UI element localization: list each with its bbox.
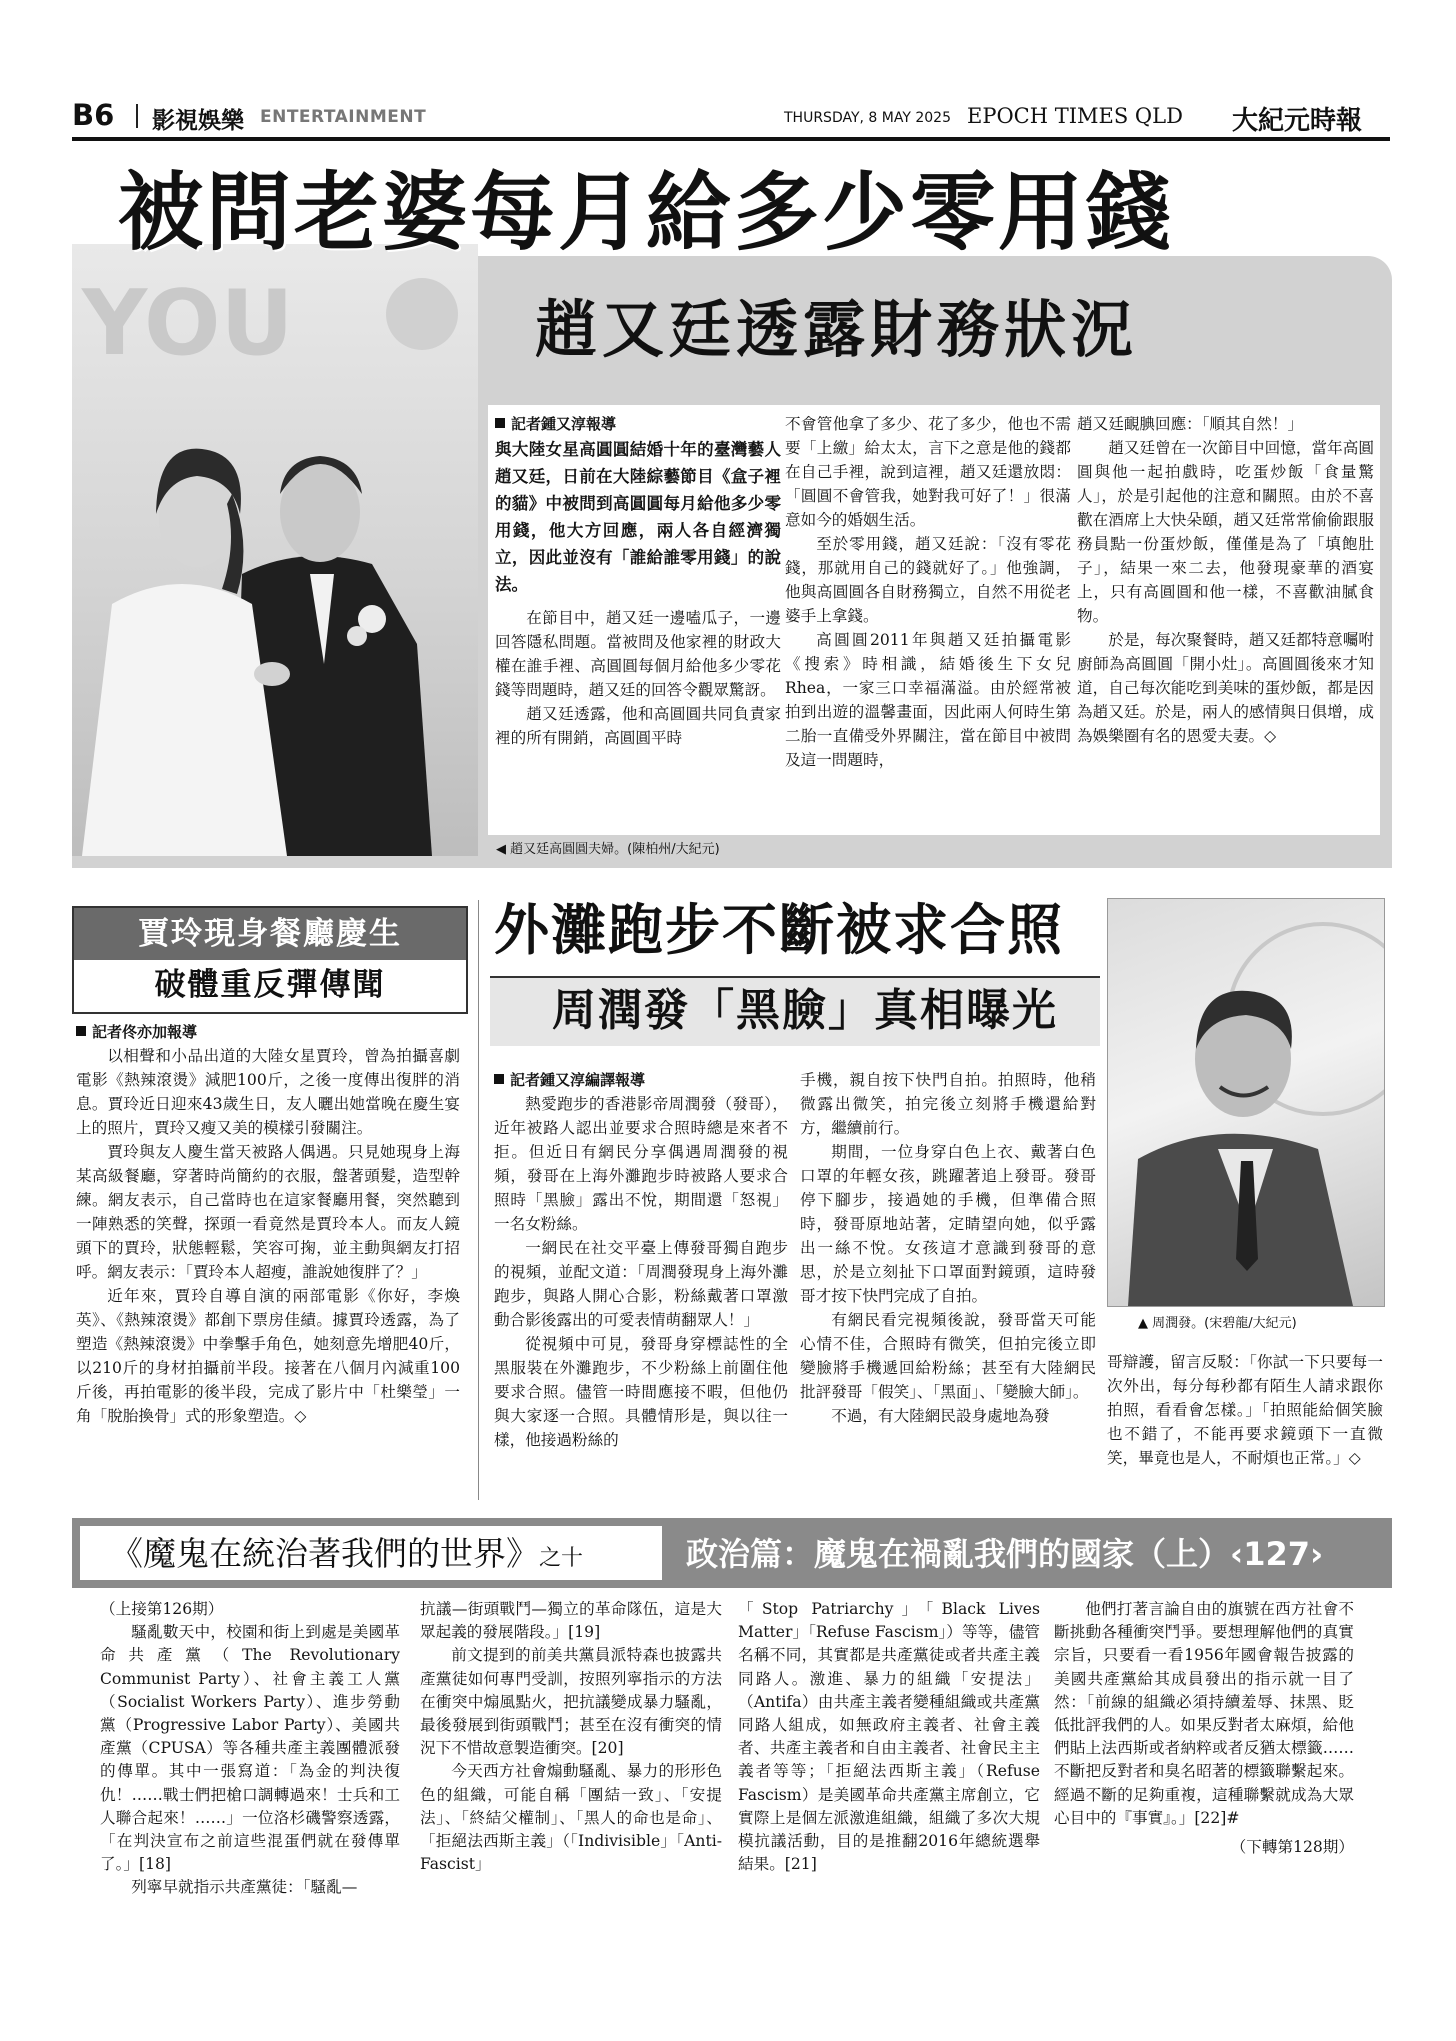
story3-column-3 — [1107, 1350, 1383, 1470]
story3-paragraph: 哥辯護，留言反駁：「你試一下只要每一次外出，每分每秒都有陌生人請求跟你拍照，看看會怎樣。」「拍照能給個笑臉也不錯了，不能再要求鏡頭下一直微笑，畢竟也是人，不耐煩也正常。」◇ — [1107, 1353, 1383, 1467]
story3-column-1 — [494, 1068, 788, 1452]
story3-subhead: 周潤發「黑臉」真相曝光 — [552, 985, 1058, 1036]
issue-date: THURSDAY, 8 MAY 2025 — [784, 110, 951, 126]
story2-headline: 賈玲現身餐廳慶生 — [74, 908, 466, 960]
series-column-2 — [420, 1598, 722, 1876]
series-paragraph: 「Stop Patriarchy」「Black Lives Matter」「Refuse Fascism」）等等，儘管名稱不同，其實都是共產黨徒或者共產主義同路人。激進、暴力的組織「安提法」（Antifa）由共產主義者變種組織或共產黨同路人組成，如無政府主義者、社會主義者、共產主義者和自由主義者、社會民主主義者等等；「拒絕法西斯主義」（Refuse Fascism）是美國革命共產黨主席創立，它實際上是個左派激進組織，組織了多次大規模抗議活動，目的是推翻2016年總統選舉結果。[21] — [738, 1600, 1040, 1874]
series-title — [110, 1530, 670, 1583]
story3-paragraph: 期間，一位身穿白色上衣、戴著白色口罩的年輕女孩，跳躍著追上發哥。發哥停下腳步，接過她的手機，但準備合照時，發哥原地站著，定睛望向她，似乎露出一絲不悅。女孩這才意識到發哥的意思，於是立刻扯下口罩面對鏡頭，這時發哥才按下快門完成了自拍。 — [800, 1143, 1096, 1305]
story1-column-1 — [495, 412, 781, 750]
story1-column-3 — [1077, 412, 1374, 748]
series-paragraph: 前文提到的前美共黨員派特森也披露共產黨徒如何專門受訓，按照列寧指示的方法在衝突中煽風點火，把抗議變成暴力騷亂，最後發展到街頭戰鬥；甚至在沒有衝突的情況下不惜故意製造衝突。[20] — [420, 1646, 722, 1758]
series-continued-from: （上接第126期） — [100, 1600, 224, 1618]
story1-paragraph: 在節目中，趙又廷一邊嗑瓜子，一邊回答隱私問題。當被問及他家裡的財政大權在誰手裡、高圓圓每個月給他多少零花錢等問題時，趙又廷的回答令觀眾驚訝。 — [495, 609, 781, 699]
photo-backdrop-text: YOU — [82, 271, 294, 376]
story3-headline: 外灘跑步不斷被求合照 — [494, 898, 1065, 962]
bullet-square-icon — [495, 418, 505, 428]
series-title-text: 《魔鬼在統治著我們的世界》 — [110, 1534, 539, 1573]
story1-paragraph: 於是，每次聚餐時，趙又廷都特意囑咐廚師為高圓圓「開小灶」。高圓圓後來才知道，自己每次能吃到美味的蛋炒飯，都是因為趙又廷。於是，兩人的感情與日俱增，成為娛樂圈有名的恩愛夫妻。◇ — [1077, 631, 1374, 745]
story2-column — [76, 1020, 460, 1428]
series-title-suffix: 之十 — [539, 1546, 584, 1571]
story1-subhead: 趙又廷透露財務狀況 — [535, 293, 1139, 366]
story1-paragraph: 趙又廷靦腆回應：「順其自然！」 — [1077, 415, 1304, 433]
series-paragraph: 今天西方社會煽動騷亂、暴力的形形色色的組織，可能自稱「團結一致」、「安提法」、「終結父權制」、「黑人的命也是命」、「拒絕法西斯主義」（「Indivisible」「Anti-Fascist」 — [420, 1762, 722, 1874]
paper-name-en: EPOCH TIMES QLD — [967, 104, 1183, 128]
story3-column-2 — [800, 1068, 1096, 1428]
story1-paragraph: 至於零用錢，趙又廷說：「沒有零花錢，那就用自己的錢就好了。」他強調，他與高圓圓各自財務獨立，自然不用從老婆手上拿錢。 — [785, 535, 1071, 625]
story2-paragraph: 賈玲與友人慶生當天被路人偶遇。只見她現身上海某高級餐廳，穿著時尚簡約的衣服，盤著頭髮，造型幹練。網友表示，自己當時也在這家餐廳用餐，突然聽到一陣熟悉的笑聲，探頭一看竟然是賈玲本人。而友人鏡頭下的賈玲，狀態輕鬆，笑容可掬，並主動與網友打招呼。網友表示：「賈玲本人超瘦，誰說她復胖了？」 — [76, 1143, 460, 1281]
story2-paragraph: 近年來，賈玲自導自演的兩部電影《你好，李煥英》、《熱辣滾燙》都創下票房佳績。據賈玲透露，為了塑造《熱辣滾燙》中拳擊手角色，她刻意先增肥40斤，以210斤的身材拍攝前半段。接著在八個月內減重100斤後，再拍電影的後半段，完成了影片中「杜樂瑩」一角「脫胎換骨」式的形象塑造。◇ — [76, 1287, 460, 1425]
story3-paragraph: 熱愛跑步的香港影帝周潤發（發哥），近年被路人認出並要求合照時總是來者不拒。但近日有網民分享偶遇周潤發的視頻，發哥在上海外灘跑步時被路人要求合照時「黑臉」露出不悅，期間還「怒視」一名女粉絲。 — [494, 1095, 788, 1233]
story1-byline: 記者鍾又淳報導 — [511, 415, 617, 433]
story3-photo-caption: ▲ 周潤發。(宋碧龍/大紀元) — [1138, 1316, 1297, 1331]
series-column-3 — [738, 1598, 1040, 1876]
page-number: B6 — [72, 98, 115, 132]
header-rule — [72, 137, 1390, 141]
story2-paragraph: 以相聲和小品出道的大陸女星賈玲，曾為拍攝喜劇電影《熱辣滾燙》減肥100斤，之後一度傳出復胖的消息。賈玲近日迎來43歲生日，友人曬出她當晚在慶生宴上的照片，賈玲又瘦又美的模樣引發關注。 — [76, 1047, 460, 1137]
series-paragraph: 他們打著言論自由的旗號在西方社會不斷挑動各種衝突鬥爭。要想理解他們的真實宗旨，只要看一看1956年國會報告披露的美國共產黨給其成員發出的指示就一目了然：「前線的組織必須持續羞辱、抹黑、貶低批評我們的人。如果反對者太麻煩，給他們貼上法西斯或者納粹或者反猶太標籤……不斷把反對者和臭名昭著的標籤聯繫起來。經過不斷的足夠重複，這種聯繫就成為大眾心目中的『事實』。」[22]# — [1054, 1600, 1354, 1827]
column-divider — [478, 900, 479, 1500]
story3-paragraph: 從視頻中可見，發哥身穿標誌性的全黑服裝在外灘跑步，不少粉絲上前圍住他要求合照。儘管一時間應接不暇，但他仍與大家逐一合照。具體情形是，與以往一樣，他接過粉絲的 — [494, 1335, 788, 1449]
chow-yun-fat-photo — [1107, 898, 1385, 1307]
story2-byline: 記者佟亦加報導 — [92, 1023, 198, 1041]
story1-lead: 與大陸女星高圓圓結婚十年的臺灣藝人趙又廷，日前在大陸綜藝節目《盒子裡的貓》中被問到高圓圓每月給他多少零用錢，他大方回應，兩人各自經濟獨立，因此並沒有「誰給誰零用錢」的說法。 — [495, 440, 781, 594]
masthead — [72, 98, 1390, 138]
bullet-square-icon — [494, 1074, 504, 1084]
story2-subhead: 破體重反彈傳聞 — [154, 967, 386, 1003]
paper-name-zh: 大紀元時報 — [1232, 106, 1363, 136]
wedding-photo — [72, 244, 478, 856]
series-continued-to: （下轉第128期） — [1230, 1838, 1354, 1857]
story3-paragraph: 手機，親自按下快門自拍。拍照時，他稍微露出微笑，拍完後立刻將手機還給對方，繼續前行。 — [800, 1071, 1096, 1137]
series-part-title: 政治篇：魔鬼在禍亂我們的國家（上）‹127› — [686, 1535, 1324, 1573]
story1-photo-caption: ◀ 趙又廷高圓圓夫婦。(陳柏州/大紀元) — [496, 842, 720, 857]
story1-column-2 — [785, 412, 1071, 772]
story1-paragraph: 趙又廷曾在一次節目中回憶，當年高圓圓與他一起拍戲時，吃蛋炒飯「食量驚人」，於是引起他的注意和關照。由於不喜歡在酒席上大快朵頤，趙又廷常常偷偷跟服務員點一份蛋炒飯，僅僅是為了「填飽肚子」，結果一來二去，他發現豪華的酒宴上，只有高圓圓和他一樣，不喜歡油膩食物。 — [1077, 439, 1374, 625]
series-paragraph: 抗議—街頭戰鬥—獨立的革命隊伍，這是大眾起義的發展階段。」[19] — [420, 1600, 722, 1642]
story3-paragraph: 一網民在社交平臺上傳發哥獨自跑步的視頻，並配文道：「周潤發現身上海外灘跑步，與路人開心合影，粉絲戴著口罩激動合影後露出的可愛表情萌翻眾人！」 — [494, 1239, 788, 1329]
wedding-photo-illustration — [72, 244, 478, 856]
bullet-square-icon — [76, 1026, 86, 1036]
header-divider — [136, 104, 138, 128]
series-paragraph: 騷亂數天中，校園和街上到處是美國革命共產黨（The Revolutionary Communist Party）、社會主義工人黨（Socialist Workers Party）、進步勞動黨（Progressive Labor Party）、美國共產黨（CPUSA）等各種共產主義團體派發的傳單。其中一張寫道：「為金的判決復仇！……戰士們把槍口調轉過來！士兵和工人聯合起來！……」一位洛杉磯警察透露，「在判決宣布之前這些混蛋們就在發傳單了。」[18] — [100, 1623, 400, 1874]
series-column-4 — [1054, 1598, 1354, 1859]
series-column-1 — [100, 1598, 400, 1900]
section-title-zh: 影視娛樂 — [152, 108, 244, 134]
story1-paragraph: 不會管他拿了多少、花了多少，他也不需要「上繳」給太太，言下之意是他的錢都在自己手裡，說到這裡，趙又廷還放悶：「圓圓不會管我，她對我可好了！」很滿意如今的婚姻生活。 — [785, 415, 1071, 529]
story3-byline: 記者鍾又淳編譯報導 — [510, 1071, 646, 1089]
chow-yun-fat-illustration — [1108, 899, 1384, 1306]
story3-paragraph: 有網民看完視頻後說，發哥當天可能心情不佳，合照時有微笑，但拍完後立即變臉將手機遞回給粉絲；甚至有大陸網民批評發哥「假笑」、「黑面」、「變臉大師」。 — [800, 1311, 1096, 1401]
section-title-en: ENTERTAINMENT — [260, 107, 427, 127]
story1-paragraph: 高圓圓2011年與趙又廷拍攝電影《搜索》時相識，結婚後生下女兒Rhea，一家三口幸福滿溢。由於經常被拍到出遊的溫馨畫面，因此兩人何時生第二胎一直備受外界關注，當在節目中被問及這一問題時， — [785, 631, 1071, 769]
story1-headline: 被問老婆每月給多少零用錢 — [118, 164, 1175, 263]
story3-paragraph: 不過，有大陸網民設身處地為發 — [831, 1407, 1050, 1425]
series-paragraph: 列寧早就指示共產黨徒：「騷亂— — [131, 1878, 358, 1897]
story1-paragraph: 趙又廷透露，他和高圓圓共同負責家裡的所有開銷，高圓圓平時 — [495, 705, 781, 747]
